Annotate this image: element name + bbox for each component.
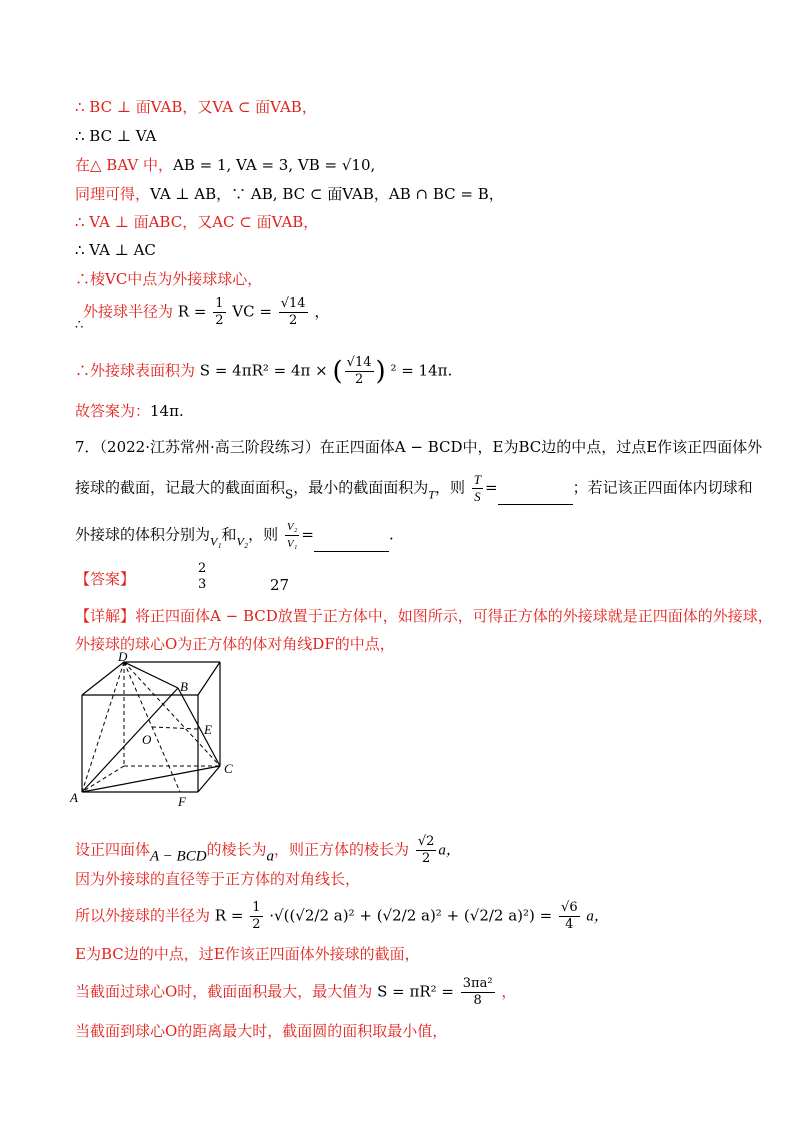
- label-O: O: [142, 732, 152, 747]
- s1-frac-num: √2: [417, 834, 435, 849]
- line-8-b: R =: [177, 302, 207, 321]
- question-7-line-2: [75, 472, 753, 505]
- solution-line-3: [75, 900, 609, 933]
- q7-line-3-end: .: [388, 525, 394, 544]
- line-3-a: 在△ BAV 中，: [75, 156, 174, 174]
- line-8-frac-1-den: 2: [215, 313, 224, 328]
- q7-frac-TS-den: S: [474, 489, 481, 504]
- line-8-therefore: ∴: [75, 318, 84, 333]
- answer-blank-1: [498, 490, 573, 505]
- q7-line-2-d: ；若记该正四面体内切球和: [572, 478, 753, 497]
- answer-2: 27: [270, 576, 290, 594]
- line-9-b: S = 4πR² = 4π ×: [199, 361, 328, 380]
- q7-frac-V: [285, 519, 300, 552]
- s1-b: A − BCD: [150, 848, 207, 865]
- q7-line-2-a: 接球的截面，记最大的截面面积: [75, 478, 286, 497]
- q7-S: S: [285, 487, 294, 502]
- line-9-paren-close: ): [375, 356, 386, 387]
- s5-frac: [461, 976, 495, 1009]
- line-10: [75, 401, 184, 421]
- line-10-a: 故答案为：: [75, 402, 151, 420]
- q7-T: T: [428, 487, 435, 502]
- line-3-b: AB = 1, VA = 3, VB = √10,: [173, 156, 376, 174]
- s3-frac-1-num: 1: [252, 900, 261, 915]
- line-8-c: VC =: [232, 302, 272, 321]
- s3-d: a，: [586, 908, 609, 925]
- label-A: A: [70, 790, 78, 805]
- s1-a: 设正四面体: [75, 840, 151, 859]
- solution-line-5: [75, 976, 516, 1009]
- answer-blank-2: [314, 537, 389, 552]
- s1-f: a，: [438, 842, 461, 859]
- q7-V1: V₁: [210, 534, 222, 549]
- q7-V2: V₂: [236, 534, 249, 549]
- s3-frac-2: [559, 900, 580, 933]
- q7-frac-V-den: V₁: [286, 538, 298, 550]
- line-9-c: ² = 14π.: [390, 361, 453, 380]
- line-8-frac-2: [279, 296, 308, 329]
- s3-frac-1-den: 2: [252, 917, 261, 932]
- line-9-frac: [345, 355, 374, 388]
- detail-line-2: 外接球的球心O为正方体的体对角线DF的中点，: [75, 635, 395, 653]
- q7-line-2-b: ，最小的截面面积为: [293, 478, 429, 497]
- solution-line-6: 当截面到球心O的距离最大时，截面圆的面积取最小值，: [75, 1022, 448, 1040]
- s1-frac-den: 2: [421, 851, 431, 866]
- line-4-b: VA ⊥ AB，∵ AB, BC ⊂ 面VAB，AB ∩ BC = B，: [150, 185, 504, 203]
- question-7-line-3: [75, 519, 394, 552]
- line-8-frac-1-num: 1: [215, 296, 224, 311]
- q7-line-3-a: 外接球的体积分别为: [75, 525, 211, 544]
- answer-frac-num: 2: [198, 561, 207, 576]
- line-8-frac-2-num: √14: [280, 296, 306, 311]
- line-3: [75, 155, 375, 175]
- s3-c: ·√((√2/2 a)² + (√2/2 a)² + (√2/2 a)²) =: [269, 906, 553, 925]
- s3-frac-2-den: 4: [565, 917, 574, 932]
- solution-line-1: [75, 834, 461, 867]
- solution-line-4: E为BC边的中点，过E作该正四面体外接球的截面，: [75, 945, 420, 963]
- q7-frac-TS: [472, 472, 483, 505]
- line-10-b: 14π.: [150, 402, 184, 420]
- s5-a: 当截面过球心O时，截面面积最大，最大值为: [75, 982, 373, 1001]
- label-E: E: [204, 722, 212, 737]
- s1-d: a: [266, 848, 275, 865]
- line-2: ∴ BC ⊥ VA: [75, 127, 157, 145]
- s3-frac-2-num: √6: [561, 900, 578, 915]
- answer-1: [194, 561, 210, 593]
- line-9: [75, 355, 452, 388]
- q7-line-3-he: 和: [221, 525, 237, 544]
- solution-line-2: 因为外接球的直径等于正方体的对角线长，: [75, 870, 361, 888]
- s5-b: S = πR² =: [377, 982, 454, 1001]
- line-9-paren-open: (: [332, 356, 343, 387]
- answer-frac: [196, 561, 208, 593]
- q7-line-2-eq: =: [484, 478, 498, 497]
- cube-tetrahedron-figure: [68, 648, 250, 814]
- q7-line-3-b: ，则: [248, 525, 279, 544]
- line-4: [75, 184, 504, 204]
- line-8-frac-2-den: 2: [288, 313, 298, 328]
- s5-frac-num: 3πa²: [462, 976, 493, 991]
- s1-frac: [416, 834, 437, 867]
- answer-label: 【答案】: [75, 570, 136, 588]
- label-F: F: [178, 794, 186, 809]
- detail-line-1: 【详解】将正四面体A − BCD放置于正方体中，如图所示，可得正方体的外接球就是正四面体的外接球，: [75, 607, 773, 625]
- q7-frac-V-num: V₂: [285, 519, 300, 536]
- label-B: B: [180, 679, 188, 694]
- s3-frac-1: [250, 900, 262, 933]
- line-8-frac-1: [213, 296, 225, 329]
- s3-a: 所以外接球的半径为: [75, 906, 211, 925]
- line-7: ∴棱VC中点为外接球球心，: [75, 270, 263, 288]
- line-8-d: ，: [314, 302, 330, 321]
- label-D: D: [118, 649, 128, 664]
- line-8-a: 外接球半径为: [83, 302, 174, 321]
- s1-c: 的棱长为: [206, 840, 267, 859]
- line-9-frac-den: 2: [354, 372, 364, 387]
- line-8: [83, 296, 329, 329]
- answer-frac-den: 3: [198, 577, 207, 592]
- line-4-a: 同理可得，: [75, 185, 151, 203]
- q7-line-2-c: ，则: [434, 478, 465, 497]
- s5-frac-den: 8: [473, 993, 482, 1008]
- line-6: ∴ VA ⊥ AC: [75, 241, 156, 259]
- q7-line-3-eq: =: [301, 525, 314, 544]
- s3-b: R =: [214, 906, 244, 925]
- line-5: ∴ VA ⊥ 面ABC，又AC ⊂ 面VAB，: [75, 213, 319, 231]
- s5-c: ，: [501, 982, 517, 1001]
- line-9-frac-num: √14: [346, 355, 372, 370]
- s1-e: ，则正方体的棱长为: [274, 840, 410, 859]
- line-9-a: ∴外接球表面积为: [75, 361, 196, 380]
- label-C: C: [224, 761, 233, 776]
- line-1: ∴ BC ⊥ 面VAB，又VA ⊂ 面VAB，: [75, 98, 317, 116]
- q7-frac-TS-num: T: [473, 472, 481, 487]
- question-7-line-1: 7．（2022·江苏常州·高三阶段练习）在正四面体A − BCD中，E为BC边的中点，过点E作该正四面体外: [75, 438, 763, 456]
